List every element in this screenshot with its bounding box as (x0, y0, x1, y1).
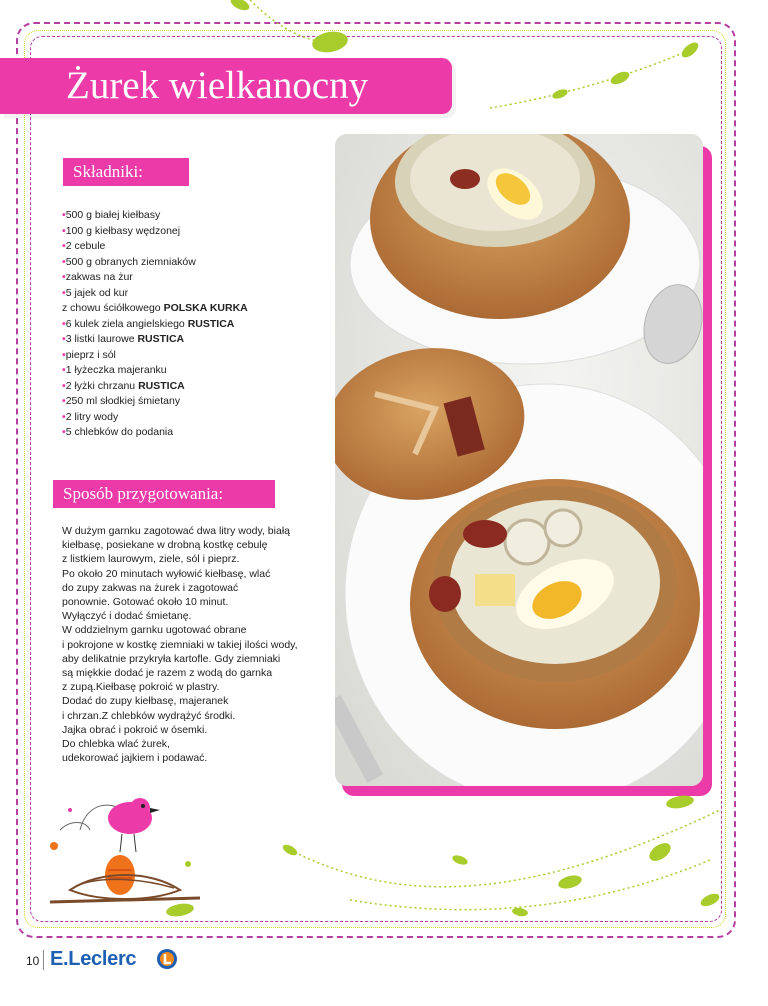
ingredient-item (62, 348, 322, 364)
ingredient-item (62, 208, 322, 224)
method-heading: Sposób przygotowania: (53, 480, 275, 508)
bullet-icon: • (62, 410, 66, 423)
ingredient-item (62, 286, 322, 302)
leclerc-logo-icon (156, 948, 178, 970)
ingredient-item (62, 224, 322, 240)
method-line: ponownie. Gotować około 10 minut. (62, 596, 229, 609)
ingredient-item (62, 410, 322, 426)
ingredient-text: 5 chlebków do podania (65, 426, 174, 438)
method-line: i pokrojone w kostkę ziemniaki w takiej ilości wody, (62, 638, 298, 651)
ingredient-text: 2 litry wody (65, 410, 119, 423)
method-line: są miękkie dodać je razem z wodą do garnka (62, 667, 273, 680)
page-number: 10 (26, 954, 40, 968)
method-line: W oddzielnym garnku ugotować obrane (62, 624, 247, 637)
ingredient-text: pieprz i sól (65, 348, 116, 361)
vine-bottom-decoration (270, 790, 750, 930)
ingredient-item (62, 363, 322, 379)
method-line: kiełbasę, posiekane w drobną kostkę cebulę (62, 539, 268, 552)
ingredient-item (62, 239, 322, 255)
bullet-icon: • (62, 317, 66, 330)
method-line: i chrzan.Z chlebków wydrążyć środki. (62, 709, 236, 722)
ingredient-brand: RUSTICA (137, 333, 185, 345)
bullet-icon: • (62, 286, 66, 299)
method-line: W dużym garnku zagotować dwa litry wody, białą (62, 525, 290, 537)
method-line: Do chlebka wlać żurek, (62, 738, 170, 751)
method-line: do zupy zakwas na żurek i zagotować (62, 581, 239, 594)
ingredient-text: 6 kulek ziela angielskiego (65, 317, 188, 330)
method-line: aby delikatnie przykryła kartofle. Gdy ziemniaki (62, 652, 281, 665)
method-line: z listkiem laurowym, ziele, sól i pieprz. (62, 553, 240, 566)
bullet-icon: • (62, 271, 66, 283)
ingredients-list (62, 208, 322, 441)
ingredient-text: 2 łyżki chrzanu (65, 379, 139, 392)
ingredient-text: 500 g białej kiełbasy (65, 209, 161, 221)
bullet-icon: • (62, 255, 66, 268)
ingredient-text: 3 listki laurowe (65, 333, 138, 345)
bullet-icon: • (62, 364, 66, 376)
recipe-title: Żurek wielkanocny (66, 64, 369, 107)
bullet-icon: • (62, 348, 66, 361)
soup-photo (335, 134, 703, 786)
bullet-icon: • (62, 333, 66, 345)
ingredient-item (62, 379, 322, 395)
method-line: Jajka obrać i pokroić w ósemki. (62, 723, 208, 736)
method-text (62, 524, 322, 765)
method-line: z zupą.Kiełbasę pokroić w plastry. (62, 681, 220, 694)
method-line: Dodać do zupy kiełbasę, majeranek (62, 695, 229, 708)
ingredient-item (62, 301, 322, 317)
ingredient-text: 250 ml słodkiej śmietany (65, 395, 181, 407)
ingredient-item (62, 270, 322, 286)
ingredient-item (62, 255, 322, 271)
bullet-icon: • (62, 240, 66, 252)
ingredient-item (62, 394, 322, 410)
ingredient-brand: RUSTICA (187, 317, 235, 330)
bullet-icon: • (62, 379, 66, 392)
brand-name: E.Leclerc (50, 948, 137, 970)
ingredient-item (62, 332, 322, 348)
bullet-icon: • (62, 395, 66, 407)
footer-divider (43, 950, 44, 970)
ingredient-item (62, 425, 322, 441)
ingredient-text: z chowu ściółkowego (62, 302, 164, 314)
ingredient-text: 1 łyżeczka majeranku (65, 364, 167, 376)
ingredient-text: 2 cebule (65, 240, 106, 252)
bullet-icon: • (62, 426, 66, 438)
method-line: Po około 20 minutach wyłowić kiełbasę, wlać (62, 567, 271, 580)
ingredient-brand: RUSTICA (138, 379, 185, 392)
ingredient-text: 500 g obranych ziemniaków (65, 255, 196, 268)
soup-bread-bowls-illustration (335, 134, 703, 786)
ingredients-heading: Składniki: (63, 158, 189, 186)
ingredient-text: 5 jajek od kur (65, 286, 129, 299)
method-line: Wyłączyć i dodać śmietanę. (62, 610, 192, 623)
bird-nest-illustration (40, 790, 210, 925)
ingredient-text: zakwas na żur (65, 271, 133, 283)
bullet-icon: • (62, 224, 66, 237)
ingredient-text: 100 g kiełbasy wędzonej (65, 224, 181, 237)
method-line: udekorować jajkiem i podawać. (62, 752, 208, 765)
ingredient-brand: POLSKA KURKA (163, 302, 248, 314)
ingredient-item (62, 317, 322, 333)
bullet-icon: • (62, 209, 66, 221)
